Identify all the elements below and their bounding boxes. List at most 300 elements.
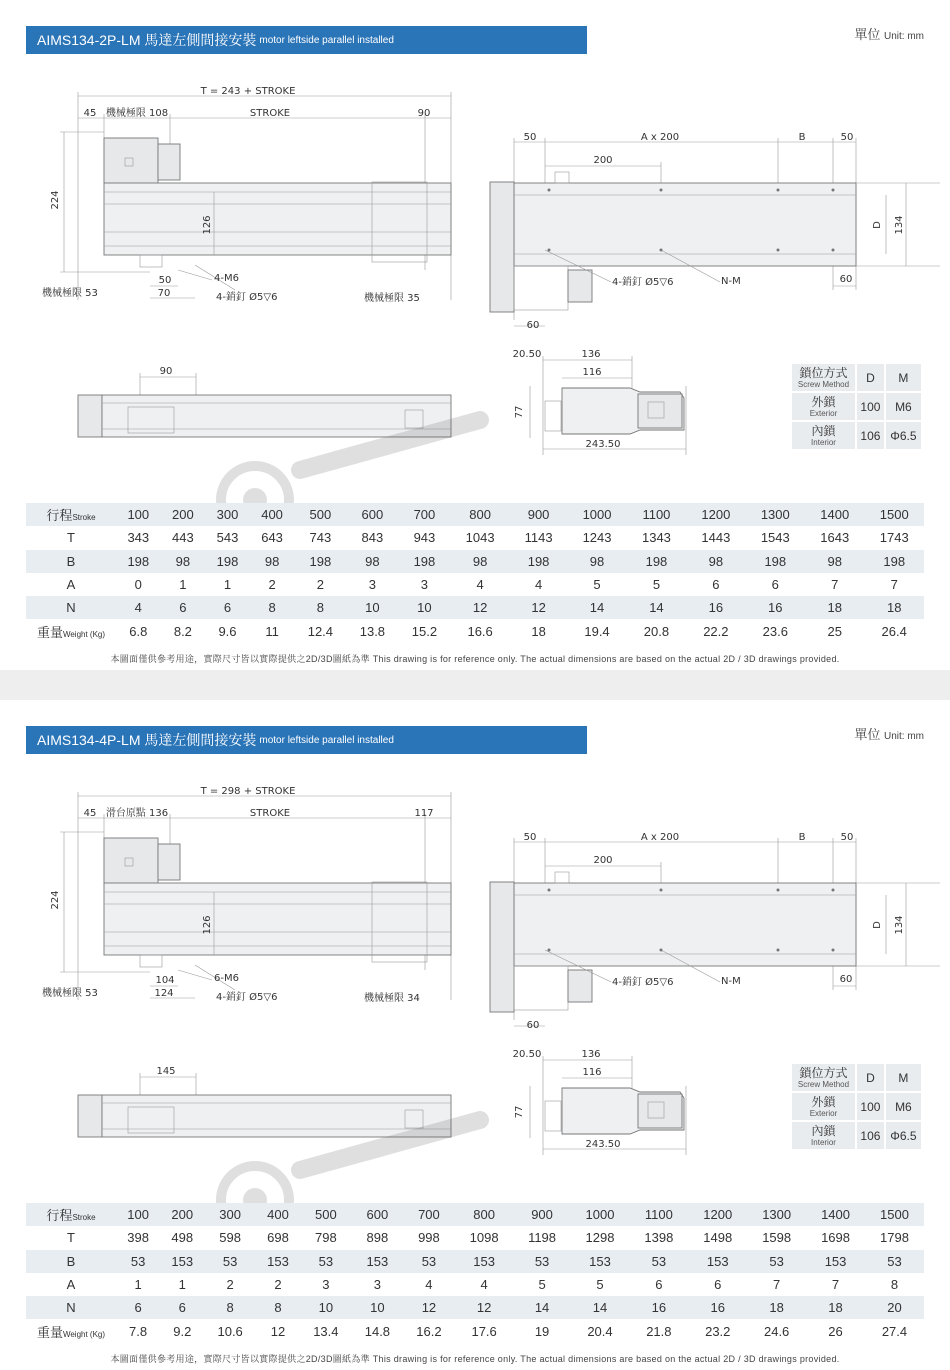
end-view [513, 349, 686, 455]
spec-cell: 1500 [865, 1203, 924, 1226]
spec-cell: 6 [116, 1296, 160, 1319]
spec-cell: 5 [571, 1273, 630, 1296]
unit-text: 單位 [854, 27, 881, 42]
screw-interior-m: Φ6.5 [886, 1122, 921, 1149]
spec-cell: 1 [116, 1273, 160, 1296]
spec-cell: 23.6 [746, 619, 805, 642]
top-view [490, 832, 940, 1031]
dim-e77: 77 [514, 1105, 525, 1119]
weight-sub: Weight (Kg) [62, 1329, 106, 1339]
spec-cell: 19 [514, 1319, 571, 1342]
spec-cell: 100 [116, 503, 161, 526]
spec-cell: 800 [450, 503, 509, 526]
spec-cell: 14 [514, 1296, 571, 1319]
section-subtitle: motor leftside parallel installed [259, 34, 394, 46]
bottom-view [78, 366, 451, 437]
dim-r134: 134 [894, 915, 905, 935]
spec-row-header [26, 619, 116, 642]
spec-cell: 98 [686, 550, 745, 573]
stroke-sub: Stroke [72, 1213, 96, 1223]
spec-row-weight [26, 619, 924, 642]
spec-cell: 943 [398, 526, 450, 549]
spec-row-stroke [26, 1203, 924, 1226]
spec-cell: 53 [204, 1250, 256, 1273]
spec-row-header: N [26, 596, 116, 619]
spec-cell: 200 [160, 1203, 204, 1226]
dim-m6: 4-M6 [214, 273, 239, 284]
spec-cell: 8 [250, 596, 295, 619]
dim-nm: N-M [721, 276, 741, 287]
screw-header-label: 鎖位方式 [799, 1066, 848, 1080]
spec-cell: 900 [510, 503, 567, 526]
dim-b: B [798, 132, 806, 143]
dim-limit-left: 機械極限 53 [42, 288, 98, 299]
screw-header-sub: Screw Method [797, 1080, 850, 1089]
dim-e116: 116 [582, 367, 602, 378]
dim-r60b: 60 [839, 274, 853, 285]
stroke-label: 行程 [46, 508, 73, 524]
spec-cell: 198 [864, 550, 924, 573]
spec-cell: 153 [455, 1250, 514, 1273]
dim-pin: 4-銷釘 Ø5▽6 [216, 992, 278, 1003]
section-divider [0, 670, 950, 700]
spec-row-header: B [26, 1250, 116, 1273]
spec-cell: 21.8 [629, 1319, 688, 1342]
dim-left: 45 [83, 808, 97, 819]
spec-row-weight [26, 1319, 924, 1342]
spec-cell: 1743 [864, 526, 924, 549]
section-2p [0, 0, 950, 670]
spec-cell: 98 [567, 550, 626, 573]
spec-cell: 20.4 [571, 1319, 630, 1342]
spec-cell: 2 [250, 573, 295, 596]
dim-d50: 50 [158, 275, 172, 286]
screw-row-interior [792, 1122, 921, 1149]
spec-cell: 700 [398, 503, 450, 526]
spec-cell: 2 [256, 1273, 300, 1296]
spec-cell: 7.8 [116, 1319, 160, 1342]
spec-cell: 153 [688, 1250, 747, 1273]
screw-exterior-cell [792, 393, 855, 420]
spec-cell: 17.6 [455, 1319, 514, 1342]
dim-e2050: 20.50 [512, 349, 542, 360]
spec-cell: 153 [256, 1250, 300, 1273]
screw-row-exterior [792, 393, 921, 420]
spec-cell: 1100 [629, 1203, 688, 1226]
spec-cell: 843 [346, 526, 398, 549]
spec-cell: 2 [294, 573, 346, 596]
dim-r50a: 50 [523, 832, 537, 843]
spec-cell: 1398 [629, 1226, 688, 1249]
spec-cell: 198 [398, 550, 450, 573]
spec-cell: 12 [403, 1296, 455, 1319]
spec-cell: 13.8 [346, 619, 398, 642]
dim-e77: 77 [514, 405, 525, 419]
dim-right: 90 [417, 108, 431, 119]
spec-cell: 22.2 [686, 619, 745, 642]
spec-cell: 153 [806, 1250, 865, 1273]
dim-e2050: 20.50 [512, 1049, 542, 1060]
spec-cell: 4 [510, 573, 567, 596]
spec-cell: 4 [455, 1273, 514, 1296]
spec-cell: 743 [294, 526, 346, 549]
spec-cell: 3 [352, 1273, 404, 1296]
dim-b90: 145 [156, 1066, 176, 1077]
spec-row-b [26, 1250, 924, 1273]
spec-cell: 6 [161, 596, 206, 619]
spec-cell: 6 [629, 1273, 688, 1296]
spec-cell: 53 [747, 1250, 806, 1273]
dim-right: 117 [414, 808, 434, 819]
screw-exterior-label: 外鎖 [811, 1095, 836, 1109]
screw-interior-label: 內鎖 [811, 424, 836, 438]
spec-cell: 543 [205, 526, 250, 549]
spec-cell: 398 [116, 1226, 160, 1249]
spec-cell: 1443 [686, 526, 745, 549]
dim-e136: 136 [581, 1049, 601, 1060]
spec-cell: 1643 [805, 526, 864, 549]
screw-interior-d: 106 [857, 422, 884, 449]
spec-cell: 53 [629, 1250, 688, 1273]
spec-cell: 1798 [865, 1226, 924, 1249]
spec-cell: 1300 [746, 503, 805, 526]
spec-cell: 200 [161, 503, 206, 526]
screw-row-exterior [792, 1093, 921, 1120]
spec-cell: 198 [627, 550, 686, 573]
spec-cell: 1698 [806, 1226, 865, 1249]
dim-rd: D [872, 221, 883, 229]
dim-e24350: 243.50 [585, 439, 621, 450]
dim-left: 45 [83, 108, 97, 119]
section-title: AIMS134-2P-LM 馬達左側間接安裝 [37, 32, 257, 48]
spec-cell: 1343 [627, 526, 686, 549]
spec-cell: 153 [160, 1250, 204, 1273]
dim-limit-right: 機械極限 35 [364, 293, 420, 304]
spec-cell: 10 [300, 1296, 352, 1319]
spec-cell: 12.4 [294, 619, 346, 642]
spec-cell: 26.4 [864, 619, 924, 642]
spec-cell: 14 [567, 596, 626, 619]
spec-cell: 1298 [571, 1226, 630, 1249]
weight-label: 重量 [36, 1324, 63, 1340]
dim-ax200: A x 200 [640, 132, 680, 143]
spec-cell: 8.2 [161, 619, 206, 642]
spec-cell: 10 [398, 596, 450, 619]
screw-header-label: 鎖位方式 [799, 366, 848, 380]
spec-cell: 300 [204, 1203, 256, 1226]
screw-interior-sub: Interior [811, 438, 836, 447]
spec-cell: 18 [805, 596, 864, 619]
spec-cell: 98 [805, 550, 864, 573]
dim-r60: 60 [526, 320, 540, 331]
dim-height: 224 [50, 890, 61, 910]
screw-header-cell [792, 364, 855, 391]
spec-cell: 900 [514, 1203, 571, 1226]
spec-cell: 1143 [510, 526, 567, 549]
dim-limit-top: 機械極限 108 [105, 108, 169, 119]
stroke-label: 行程 [46, 1208, 73, 1224]
spec-cell: 14.8 [352, 1319, 404, 1342]
screw-exterior-m: M6 [886, 393, 921, 420]
screw-interior-d: 106 [857, 1122, 884, 1149]
spec-cell: 10.6 [204, 1319, 256, 1342]
spec-cell: 5 [627, 573, 686, 596]
spec-cell: 700 [403, 1203, 455, 1226]
spec-row-header: T [26, 526, 116, 549]
dim-e136: 136 [581, 349, 601, 360]
dim-r60: 60 [526, 1020, 540, 1031]
spec-table [26, 1203, 924, 1343]
spec-cell: 16.2 [403, 1319, 455, 1342]
spec-row-header [26, 1319, 116, 1342]
spec-cell: 10 [352, 1296, 404, 1319]
screw-header-sub: Screw Method [797, 380, 850, 389]
spec-cell: 25 [805, 619, 864, 642]
spec-cell: 20.8 [627, 619, 686, 642]
unit-sub: Unit: mm [884, 31, 924, 42]
screw-interior-cell [792, 422, 855, 449]
spec-cell: 153 [352, 1250, 404, 1273]
spec-cell: 1400 [806, 1203, 865, 1226]
spec-cell: 14 [627, 596, 686, 619]
spec-cell: 100 [116, 1203, 160, 1226]
spec-cell: 1498 [688, 1226, 747, 1249]
spec-cell: 198 [294, 550, 346, 573]
spec-cell: 3 [398, 573, 450, 596]
spec-cell: 20 [865, 1296, 924, 1319]
dim-r50a: 50 [523, 132, 537, 143]
spec-cell: 8 [294, 596, 346, 619]
screw-exterior-d: 100 [857, 1093, 884, 1120]
spec-cell: 12 [510, 596, 567, 619]
dim-e24350: 243.50 [585, 1139, 621, 1150]
spec-row-header: N [26, 1296, 116, 1319]
dim-rpin: 4-銷釘 Ø5▽6 [612, 977, 674, 988]
spec-cell: 600 [352, 1203, 404, 1226]
spec-cell: 4 [403, 1273, 455, 1296]
section-subtitle: motor leftside parallel installed [259, 734, 394, 746]
spec-cell: 98 [450, 550, 509, 573]
spec-table [26, 503, 924, 643]
weight-label: 重量 [36, 624, 63, 640]
spec-cell: 198 [205, 550, 250, 573]
spec-cell: 98 [250, 550, 295, 573]
spec-cell: 1300 [747, 1203, 806, 1226]
spec-cell: 14 [571, 1296, 630, 1319]
screw-header-m: M [886, 1064, 921, 1091]
spec-cell: 12 [256, 1319, 300, 1342]
spec-row-header [26, 503, 116, 526]
spec-cell: 898 [352, 1226, 404, 1249]
screw-exterior-d: 100 [857, 393, 884, 420]
screw-exterior-sub: Exterior [809, 1109, 838, 1118]
screw-exterior-cell [792, 1093, 855, 1120]
dim-nm: N-M [721, 976, 741, 987]
spec-cell: 7 [806, 1273, 865, 1296]
spec-cell: 1 [161, 573, 206, 596]
weight-sub: Weight (Kg) [62, 629, 106, 639]
spec-cell: 10 [346, 596, 398, 619]
spec-cell: 153 [571, 1250, 630, 1273]
screw-header-d: D [857, 364, 884, 391]
dim-limit-right: 機械極限 34 [364, 993, 420, 1004]
spec-cell: 3 [300, 1273, 352, 1296]
dim-stroke: STROKE [249, 808, 291, 819]
spec-cell: 1098 [455, 1226, 514, 1249]
section-title: AIMS134-4P-LM 馬達左側間接安裝 [37, 732, 257, 748]
spec-cell: 1598 [747, 1226, 806, 1249]
spec-cell: 18 [806, 1296, 865, 1319]
spec-cell: 16.6 [450, 619, 509, 642]
spec-cell: 1500 [864, 503, 924, 526]
reference-note: 本圖面僅供參考用途，實際尺寸皆以實際提供之2D/3D圖紙為準 This drawing is for reference only. The actual dimensions are based on the actual 2D / 3D drawings provided. [110, 1354, 840, 1364]
side-view [42, 786, 451, 1004]
dim-d70: 124 [154, 988, 174, 999]
dim-r50b: 50 [840, 132, 854, 143]
unit-sub: Unit: mm [884, 731, 924, 742]
screw-method-table [790, 362, 923, 451]
unit-text: 單位 [854, 727, 881, 742]
dim-pin: 4-銷釘 Ø5▽6 [216, 292, 278, 303]
spec-cell: 18 [747, 1296, 806, 1319]
screw-table-header [792, 364, 921, 391]
bottom-view [78, 1066, 451, 1137]
spec-cell: 7 [864, 573, 924, 596]
spec-cell: 6 [746, 573, 805, 596]
spec-cell: 6 [205, 596, 250, 619]
dim-b90: 90 [159, 366, 173, 377]
dim-limit-left: 機械極限 53 [42, 988, 98, 999]
spec-cell: 5 [567, 573, 626, 596]
spec-cell: 53 [403, 1250, 455, 1273]
screw-header-d: D [857, 1064, 884, 1091]
spec-cell: 15.2 [398, 619, 450, 642]
spec-cell: 8 [256, 1296, 300, 1319]
dim-limit-top: 滑台原點 136 [105, 808, 169, 819]
spec-cell: 9.6 [205, 619, 250, 642]
dim-h126: 126 [202, 215, 213, 235]
dim-e116: 116 [582, 1067, 602, 1078]
screw-interior-sub: Interior [811, 1138, 836, 1147]
spec-cell: 5 [514, 1273, 571, 1296]
spec-cell: 4 [116, 596, 161, 619]
spec-cell: 400 [256, 1203, 300, 1226]
spec-cell: 4 [450, 573, 509, 596]
dim-r50b: 50 [840, 832, 854, 843]
spec-row-header: T [26, 1226, 116, 1249]
top-view [490, 132, 940, 331]
spec-cell: 6.8 [116, 619, 161, 642]
dim-r134: 134 [894, 215, 905, 235]
spec-cell: 598 [204, 1226, 256, 1249]
spec-cell: 2 [204, 1273, 256, 1296]
spec-cell: 12 [455, 1296, 514, 1319]
spec-row-n [26, 596, 924, 619]
spec-cell: 98 [161, 550, 206, 573]
section-4p [0, 700, 950, 1370]
dim-height: 224 [50, 190, 61, 210]
screw-exterior-m: M6 [886, 1093, 921, 1120]
dim-rpin: 4-銷釘 Ø5▽6 [612, 277, 674, 288]
spec-cell: 800 [455, 1203, 514, 1226]
dim-total: T = 298 + STROKE [200, 786, 296, 797]
spec-cell: 26 [806, 1319, 865, 1342]
spec-row-t [26, 1226, 924, 1249]
spec-cell: 11 [250, 619, 295, 642]
spec-row-t [26, 526, 924, 549]
dim-r200: 200 [593, 155, 613, 166]
screw-header-m: M [886, 364, 921, 391]
spec-row-header [26, 1203, 116, 1226]
spec-cell: 12 [450, 596, 509, 619]
spec-row-header: B [26, 550, 116, 573]
reference-note: 本圖面僅供參考用途，實際尺寸皆以實際提供之2D/3D圖紙為準 This drawing is for reference only. The actual dimensions are based on the actual 2D / 3D drawings provided. [110, 654, 840, 664]
spec-cell: 8 [865, 1273, 924, 1296]
spec-cell: 18 [864, 596, 924, 619]
dim-rd: D [872, 921, 883, 929]
spec-cell: 16 [746, 596, 805, 619]
dim-stroke: STROKE [249, 108, 291, 119]
dim-r60b: 60 [839, 974, 853, 985]
spec-cell: 698 [256, 1226, 300, 1249]
spec-cell: 1400 [805, 503, 864, 526]
spec-cell: 6 [686, 573, 745, 596]
spec-cell: 23.2 [688, 1319, 747, 1342]
spec-cell: 19.4 [567, 619, 626, 642]
spec-cell: 798 [300, 1226, 352, 1249]
screw-interior-cell [792, 1122, 855, 1149]
spec-cell: 198 [746, 550, 805, 573]
spec-cell: 53 [514, 1250, 571, 1273]
end-view [513, 1049, 686, 1155]
spec-cell: 643 [250, 526, 295, 549]
screw-header-cell [792, 1064, 855, 1091]
spec-cell: 1200 [686, 503, 745, 526]
spec-cell: 53 [865, 1250, 924, 1273]
spec-cell: 1000 [567, 503, 626, 526]
spec-cell: 9.2 [160, 1319, 204, 1342]
dim-r200: 200 [593, 855, 613, 866]
side-view [42, 86, 451, 304]
screw-exterior-label: 外鎖 [811, 395, 836, 409]
dim-m6: 6-M6 [214, 973, 239, 984]
spec-cell: 3 [346, 573, 398, 596]
spec-cell: 16 [688, 1296, 747, 1319]
dim-d70: 70 [157, 288, 171, 299]
screw-exterior-sub: Exterior [809, 409, 838, 418]
screw-method-table [790, 1062, 923, 1151]
dim-h126: 126 [202, 915, 213, 935]
spec-cell: 1243 [567, 526, 626, 549]
spec-cell: 500 [294, 503, 346, 526]
spec-cell: 300 [205, 503, 250, 526]
dim-d50: 104 [155, 975, 175, 986]
dim-ax200: A x 200 [640, 832, 680, 843]
screw-interior-label: 內鎖 [811, 1124, 836, 1138]
spec-cell: 1000 [571, 1203, 630, 1226]
spec-cell: 53 [300, 1250, 352, 1273]
spec-row-stroke [26, 503, 924, 526]
spec-cell: 7 [747, 1273, 806, 1296]
spec-cell: 27.4 [865, 1319, 924, 1342]
spec-cell: 16 [686, 596, 745, 619]
spec-cell: 1543 [746, 526, 805, 549]
spec-cell: 443 [161, 526, 206, 549]
spec-cell: 18 [510, 619, 567, 642]
spec-cell: 16 [629, 1296, 688, 1319]
spec-cell: 1100 [627, 503, 686, 526]
spec-row-a [26, 573, 924, 596]
